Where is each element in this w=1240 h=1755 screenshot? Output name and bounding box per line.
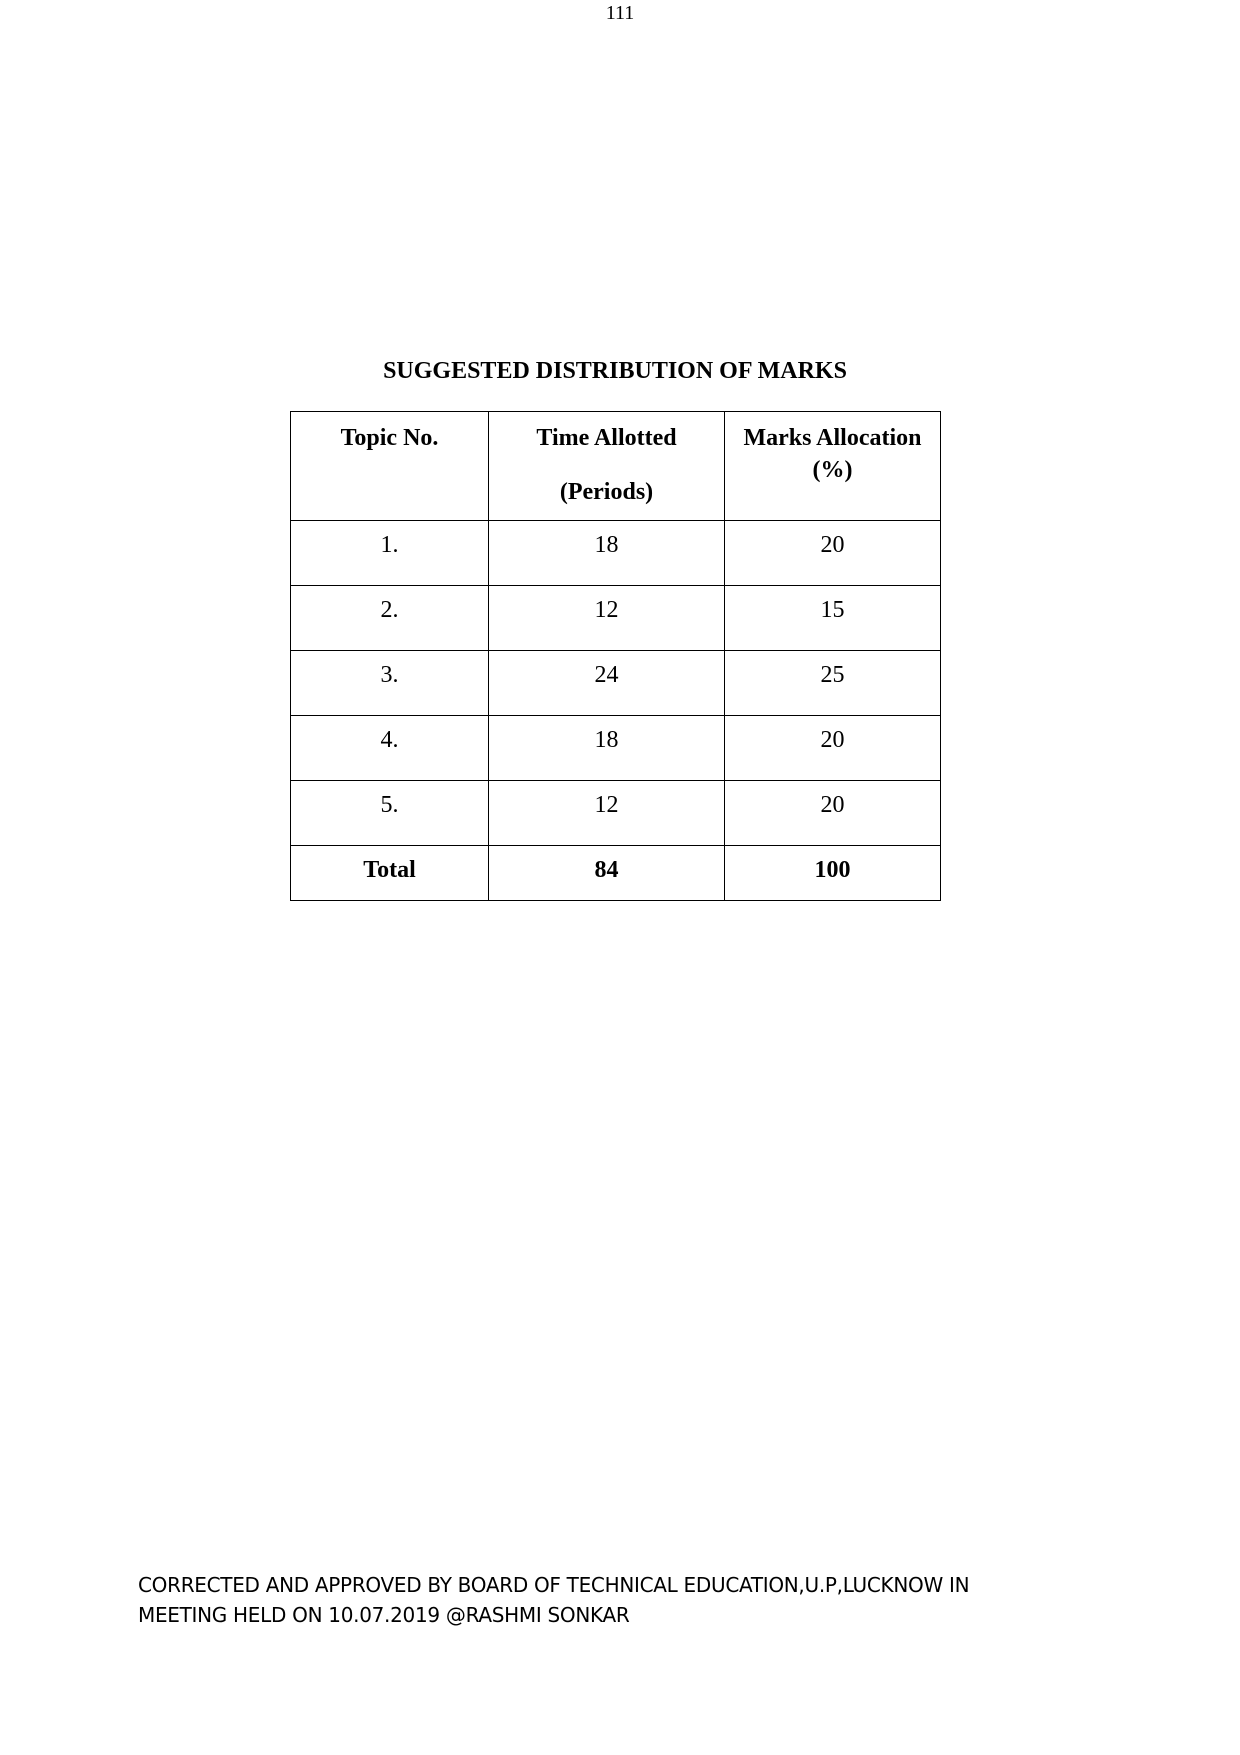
header-time-allotted <box>489 412 725 521</box>
header-time-unit: (Periods) <box>559 479 654 505</box>
approval-footer <box>138 1570 1098 1630</box>
cell-marks: 20 <box>725 781 941 846</box>
cell-topic: 5. <box>291 781 489 846</box>
table-row <box>291 521 941 586</box>
table-header-row <box>291 412 941 521</box>
header-marks-label: Marks Allocation <box>743 425 922 451</box>
cell-time: 24 <box>489 651 725 716</box>
table-total-row <box>291 846 941 901</box>
header-marks-allocation <box>725 412 941 521</box>
cell-topic: 1. <box>291 521 489 586</box>
footer-line-1: CORRECTED AND APPROVED BY BOARD OF TECHNICAL EDUCATION,U.P,LUCKNOW IN <box>138 1573 970 1597</box>
header-time-label: Time Allotted <box>536 425 677 451</box>
cell-total-label: Total <box>291 846 489 901</box>
cell-time: 18 <box>489 521 725 586</box>
document-title: SUGGESTED DISTRIBUTION OF MARKS <box>383 358 847 384</box>
table-row <box>291 651 941 716</box>
cell-total-marks: 100 <box>725 846 941 901</box>
cell-marks: 25 <box>725 651 941 716</box>
cell-marks: 20 <box>725 521 941 586</box>
cell-marks: 20 <box>725 716 941 781</box>
header-topic-no <box>291 412 489 521</box>
cell-marks: 15 <box>725 586 941 651</box>
cell-time: 12 <box>489 586 725 651</box>
cell-topic: 4. <box>291 716 489 781</box>
table-row <box>291 781 941 846</box>
table-row <box>291 586 941 651</box>
header-topic-label: Topic No. <box>340 425 439 451</box>
cell-topic: 3. <box>291 651 489 716</box>
cell-topic: 2. <box>291 586 489 651</box>
cell-time: 18 <box>489 716 725 781</box>
marks-distribution-table <box>290 411 941 901</box>
cell-time: 12 <box>489 781 725 846</box>
page-number: 111 <box>605 2 635 24</box>
footer-line-2: MEETING HELD ON 10.07.2019 @RASHMI SONKAR <box>138 1603 630 1627</box>
table-row <box>291 716 941 781</box>
cell-total-time: 84 <box>489 846 725 901</box>
header-marks-unit: (%) <box>812 457 853 483</box>
